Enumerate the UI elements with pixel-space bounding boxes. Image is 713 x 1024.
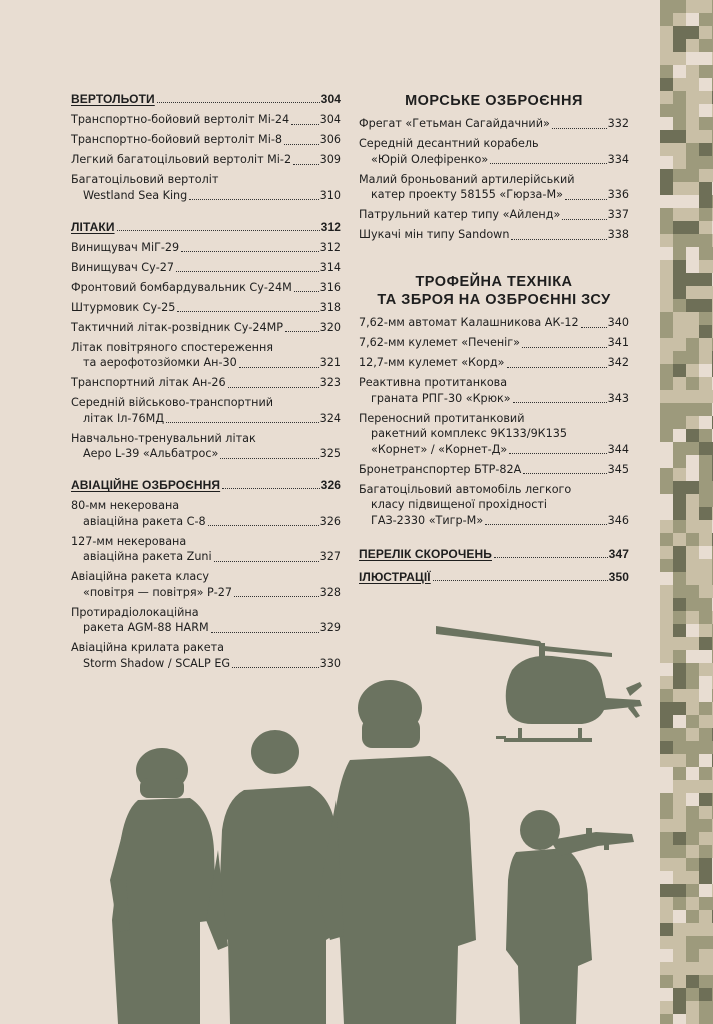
- page-number: 347: [608, 546, 629, 561]
- toc-entry[interactable]: [71, 280, 341, 296]
- section-title: ВЕРТОЛЬОТИ: [71, 92, 155, 106]
- toc-entry-line: [359, 375, 629, 391]
- toc-entry-line: [71, 188, 341, 204]
- toc-entry[interactable]: [359, 172, 629, 203]
- leader-dots: [509, 453, 606, 454]
- toc-entry[interactable]: [359, 482, 629, 529]
- toc-entry-text: Storm Shadow / SCALP EG: [83, 656, 231, 670]
- toc-entry-text: 80-мм некерована: [71, 499, 180, 512]
- toc-entry-text: літак Іл-76МД: [83, 411, 165, 425]
- toc-entry-line: [71, 300, 341, 316]
- toc-entry-text: «повітря — повітря» Р-27: [83, 585, 232, 599]
- toc-section-aviation-weapons: [71, 478, 341, 671]
- toc-entry-line: [359, 187, 629, 203]
- toc-entry-line: [359, 136, 629, 152]
- leader-dots: [513, 402, 607, 403]
- page-number: 324: [319, 411, 341, 425]
- toc-entry-line: [359, 355, 629, 371]
- toc-entry-line: [359, 207, 629, 223]
- toc-entry-line: [359, 426, 629, 442]
- page-number: 334: [607, 152, 629, 166]
- toc-entry-line: [359, 462, 629, 478]
- toc-entry-line: [359, 152, 629, 168]
- leader-dots: [232, 667, 319, 668]
- page-number: 326: [319, 514, 341, 528]
- toc-entry-text: авіаційна ракета Zuni: [83, 550, 212, 563]
- toc-entry[interactable]: [359, 411, 629, 458]
- page-number: 346: [607, 513, 629, 527]
- page-number: 343: [607, 391, 629, 405]
- section-title: ЛІТАКИ: [71, 219, 115, 234]
- toc-entry-line: [359, 391, 629, 407]
- toc-entry-text: та аерофотозйомки Ан-30: [83, 356, 237, 369]
- toc-entry-line: [359, 227, 629, 243]
- leader-dots: [523, 473, 606, 474]
- section-heading-abbreviations[interactable]: [359, 547, 629, 561]
- toc-entry-line: [359, 172, 629, 188]
- leader-dots: [433, 580, 608, 581]
- toc-entry-line: [359, 116, 629, 132]
- toc-entry[interactable]: [71, 300, 341, 316]
- leader-dots: [285, 331, 319, 332]
- leader-dots: [485, 524, 606, 525]
- toc-section-naval: [359, 92, 629, 243]
- toc-entry-line: [359, 411, 629, 427]
- toc-entry-text: 12,7-мм кулемет «Корд»: [359, 356, 505, 369]
- toc-list: [71, 112, 341, 203]
- leader-dots: [208, 525, 319, 526]
- toc-entry-text: Аеро L-39 «Альбатрос»: [83, 447, 219, 460]
- toc-entry[interactable]: [71, 498, 341, 529]
- leader-dots: [552, 128, 607, 129]
- toc-entry-text: Штурмовик Су-25: [71, 300, 176, 314]
- page-number: 316: [319, 280, 341, 294]
- toc-entry-text: Малий броньований артилерійський: [359, 172, 575, 186]
- toc-entry-text: Патрульний катер типу «Айленд»: [359, 208, 561, 221]
- toc-entry[interactable]: [71, 112, 341, 128]
- toc-entry-text: Переносний протитанковий: [359, 411, 525, 425]
- leader-dots: [522, 347, 607, 348]
- toc-section-helicopters: [71, 92, 341, 203]
- page-number: 318: [319, 300, 341, 314]
- section-heading-aviation-weapons[interactable]: [71, 478, 341, 492]
- page-number: 321: [319, 356, 341, 369]
- toc-entry-line: [71, 152, 341, 168]
- leader-dots: [494, 557, 608, 558]
- toc-entry-text: Винищувач МіГ-29: [71, 240, 180, 254]
- toc-entry[interactable]: [71, 569, 341, 600]
- leader-dots: [157, 102, 320, 103]
- toc-entry-line: [359, 442, 629, 458]
- page-number: 312: [319, 240, 341, 254]
- leader-dots: [239, 367, 319, 368]
- toc-entry[interactable]: [359, 116, 629, 132]
- toc-entry[interactable]: [71, 260, 341, 276]
- toc-entry-line: [71, 605, 341, 621]
- section-heading-planes[interactable]: [71, 220, 341, 234]
- toc-entry-line: [71, 355, 341, 371]
- toc-right-column: [359, 92, 629, 584]
- leader-dots: [294, 291, 319, 292]
- page-number: 332: [607, 117, 629, 130]
- toc-entry-line: [71, 549, 341, 565]
- toc-entry-line: [359, 482, 629, 498]
- page-number: 345: [607, 462, 629, 476]
- page-number: 325: [319, 447, 341, 460]
- toc-entry-text: ГАЗ-2330 «Тигр-М»: [371, 513, 484, 527]
- toc-entry-text: ракета AGM-88 HARM: [83, 621, 209, 634]
- page-number: 326: [320, 478, 341, 492]
- toc-entry[interactable]: [71, 320, 341, 336]
- section-title-line: ТА ЗБРОЯ НА ОЗБРОЄННІ ЗСУ: [377, 292, 611, 308]
- toc-entry-line: [359, 335, 629, 351]
- leader-dots: [293, 164, 319, 165]
- toc-entry[interactable]: [71, 395, 341, 426]
- toc-entry-line: [71, 656, 341, 672]
- toc-list: [71, 498, 341, 671]
- toc-entry[interactable]: [359, 136, 629, 167]
- toc-entry-text: Багатоцільовий автомобіль легкого: [359, 482, 572, 496]
- toc-entry-line: [71, 172, 341, 188]
- toc-entry[interactable]: [71, 172, 341, 203]
- toc-entry-line: [71, 640, 341, 656]
- section-heading-naval[interactable]: МОРСЬКЕ ОЗБРОЄННЯ: [405, 93, 583, 109]
- toc-entry-text: Транспортно-бойовий вертоліт Мі-24: [71, 113, 290, 126]
- toc-entry-text: Шукачі мін типу Sandown: [359, 228, 510, 241]
- toc-entry-text: Середній десантний корабель: [359, 137, 539, 150]
- section-heading-helicopters[interactable]: [71, 92, 341, 106]
- toc-entry-line: [71, 585, 341, 601]
- toc-entry-text: Реактивна протитанкова: [359, 376, 508, 389]
- leader-dots: [565, 199, 607, 200]
- toc-entry-line: [71, 240, 341, 256]
- section-heading-trophy[interactable]: [359, 273, 629, 309]
- page-number: 320: [319, 320, 341, 334]
- leader-dots: [284, 144, 319, 145]
- leader-dots: [177, 311, 318, 312]
- toc-entry-text: Фронтовий бомбардувальник Су-24М: [71, 280, 292, 294]
- toc-entry-text: Легкий багатоцільовий вертоліт Мі-2: [71, 153, 292, 166]
- toc-entry-text: Бронетранспортер БТР-82А: [359, 462, 522, 476]
- leader-dots: [222, 488, 320, 489]
- toc-entry-text: «Юрій Олефіренко»: [371, 152, 489, 166]
- toc-entry-text: 7,62-мм автомат Калашникова АК-12: [359, 316, 579, 329]
- toc-entry-text: Протирадіолокаційна: [71, 605, 199, 619]
- page-number: 340: [607, 316, 629, 329]
- page-number: 330: [319, 656, 341, 670]
- toc-entry[interactable]: [71, 152, 341, 168]
- section-title: АВІАЦІЙНЕ ОЗБРОЄННЯ: [71, 478, 221, 492]
- toc-entry-text: катер проекту 58155 «Гюрза-М»: [371, 188, 563, 201]
- toc-entry-line: [71, 112, 341, 128]
- toc-entry[interactable]: [71, 340, 341, 371]
- toc-entry-line: [71, 569, 341, 585]
- toc-entry[interactable]: [71, 375, 341, 391]
- toc-entry[interactable]: [359, 335, 629, 351]
- toc-entry[interactable]: [71, 640, 341, 671]
- page-number: 323: [319, 376, 341, 389]
- toc-entry-line: [71, 514, 341, 530]
- toc-entry-line: [359, 315, 629, 331]
- toc-entry[interactable]: [71, 132, 341, 148]
- page-number: 312: [320, 219, 341, 234]
- toc-entry-text: Фрегат «Гетьман Сагайдачний»: [359, 117, 550, 130]
- toc-entry-text: 127-мм некерована: [71, 534, 187, 548]
- toc-entry-line: [71, 395, 341, 411]
- toc-entry-line: [71, 431, 341, 447]
- toc-entry-line: [359, 497, 629, 513]
- toc-entry-text: Транспортний літак Ан-26: [71, 376, 226, 389]
- toc-entry-text: авіаційна ракета С-8: [83, 514, 206, 528]
- page-number: 338: [607, 228, 629, 241]
- page-number: 342: [607, 356, 629, 369]
- toc-entry[interactable]: [359, 207, 629, 223]
- toc-entry[interactable]: [71, 431, 341, 462]
- page-number: 350: [608, 569, 629, 584]
- leader-dots: [166, 422, 319, 423]
- leader-dots: [117, 230, 320, 231]
- leader-dots: [214, 561, 319, 562]
- toc-entry-line: [71, 620, 341, 636]
- toc-entry[interactable]: [359, 375, 629, 406]
- page-number: 328: [319, 585, 341, 599]
- leader-dots: [189, 199, 318, 200]
- toc-section-trophy: [359, 273, 629, 528]
- toc-entry-text: 7,62-мм кулемет «Печеніг»: [359, 336, 520, 349]
- toc-list: [359, 315, 629, 528]
- toc-entry-text: граната РПГ-30 «Крюк»: [371, 391, 511, 405]
- page-number: 344: [607, 442, 629, 456]
- leader-dots: [490, 163, 606, 164]
- leader-dots: [291, 124, 319, 125]
- toc-entry-text: Винищувач Су-27: [71, 260, 175, 274]
- section-title: ІЛЮСТРАЦІЇ: [359, 569, 431, 584]
- leader-dots: [220, 458, 318, 459]
- toc-entry-line: [71, 132, 341, 148]
- toc-entry-text: Транспортно-бойовий вертоліт Мі-8: [71, 133, 282, 146]
- toc-entry-text: Навчально-тренувальний літак: [71, 431, 256, 445]
- toc-entry-text: Літак повітряного спостереження: [71, 340, 274, 354]
- toc-entry-line: [71, 280, 341, 296]
- leader-dots: [176, 271, 319, 272]
- toc-entry-line: [71, 260, 341, 276]
- leader-dots: [511, 239, 606, 240]
- page-number: 304: [319, 113, 341, 126]
- toc-entry-text: Тактичний літак-розвідник Су-24МР: [71, 320, 284, 334]
- leader-dots: [581, 327, 607, 328]
- page-number: 304: [320, 92, 341, 106]
- toc-entry-text: ракетний комплекс 9К133/9К135: [371, 427, 567, 440]
- page-number: 336: [607, 188, 629, 201]
- leader-dots: [507, 367, 607, 368]
- toc-entry-text: Westland Sea King: [83, 188, 188, 202]
- page-number: 341: [607, 336, 629, 349]
- toc-entry-line: [71, 446, 341, 462]
- toc-entry-line: [71, 320, 341, 336]
- leader-dots: [234, 596, 319, 597]
- section-title: ПЕРЕЛІК СКОРОЧЕНЬ: [359, 546, 492, 561]
- toc-list: [71, 240, 341, 462]
- toc-entry[interactable]: [359, 355, 629, 371]
- leader-dots: [562, 219, 606, 220]
- toc-entry[interactable]: [71, 240, 341, 256]
- toc-entry-text: Середній військово-транспортний: [71, 396, 274, 409]
- toc-section-planes: [71, 220, 341, 462]
- toc-entry[interactable]: [359, 227, 629, 243]
- toc-entry[interactable]: [359, 462, 629, 478]
- toc-entry-line: [71, 375, 341, 391]
- toc-list: [359, 116, 629, 243]
- toc-entry[interactable]: [71, 534, 341, 565]
- toc-entry-text: класу підвищеної прохідності: [371, 498, 548, 511]
- toc-entry-line: [359, 513, 629, 529]
- toc-entry-line: [71, 411, 341, 427]
- section-heading-illustrations[interactable]: [359, 570, 629, 584]
- helicopter-silhouette: [436, 626, 642, 742]
- leader-dots: [211, 632, 319, 633]
- page-number: 327: [319, 550, 341, 563]
- page-number: 306: [319, 133, 341, 146]
- toc-entry[interactable]: [359, 315, 629, 331]
- page-number: 337: [607, 208, 629, 221]
- soldiers-silhouette: [110, 680, 634, 1024]
- section-title-line: ТРОФЕЙНА ТЕХНІКА: [415, 274, 573, 290]
- page-number: 310: [319, 188, 341, 202]
- toc-entry-line: [71, 534, 341, 550]
- toc-left-column: [71, 92, 341, 676]
- toc-entry-text: «Корнет» / «Корнет-Д»: [371, 442, 508, 456]
- toc-entry[interactable]: [71, 605, 341, 636]
- toc-entry-line: [71, 498, 341, 514]
- leader-dots: [228, 387, 319, 388]
- toc-entry-text: Багатоцільовий вертоліт: [71, 173, 219, 186]
- toc-entry-text: Авіаційна крилата ракета: [71, 641, 224, 654]
- page-number: 314: [319, 260, 341, 274]
- toc-entry-text: Авіаційна ракета класу: [71, 570, 209, 583]
- page-number: 329: [319, 621, 341, 634]
- leader-dots: [181, 251, 318, 252]
- toc-entry-line: [71, 340, 341, 356]
- page-number: 309: [319, 153, 341, 166]
